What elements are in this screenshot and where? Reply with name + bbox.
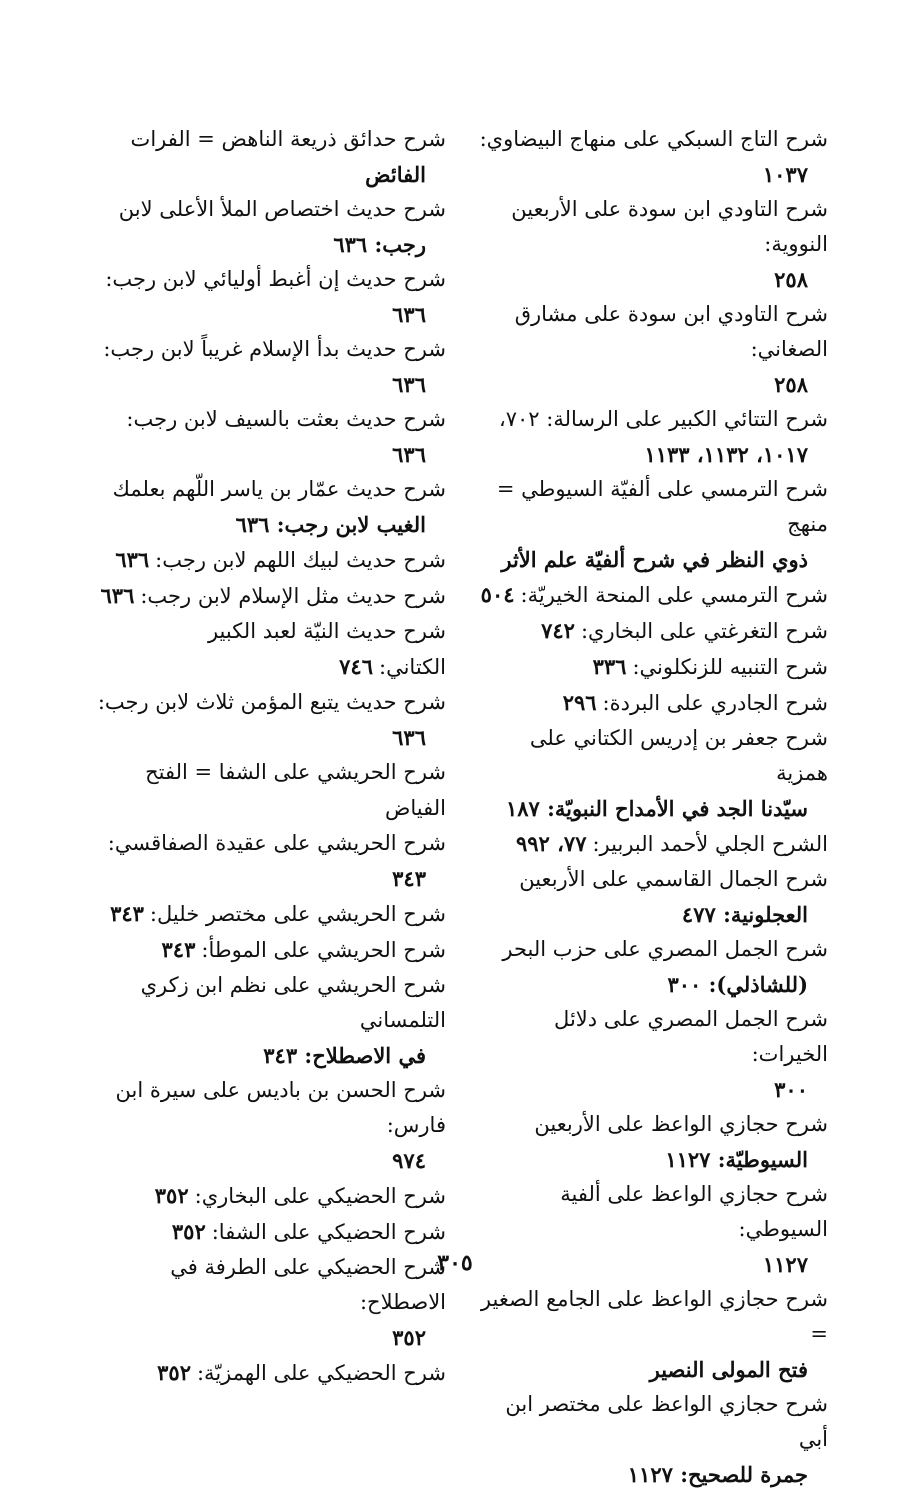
entry-title: شرح الحضيكي على الطرفة في الاصطلاح: — [170, 1255, 446, 1314]
entry-pages: الغيب لابن رجب: ٦٣٦ — [235, 512, 426, 537]
entry-pages: ٦٣٦ — [392, 302, 426, 327]
entry-pages: ٣٤٣ — [161, 937, 196, 962]
index-entry — [472, 826, 828, 862]
entry-pages: ٦٣٦ — [392, 725, 426, 750]
entry-title: شرح حديث يتبع المؤمن ثلاث لابن رجب: — [97, 690, 446, 714]
entry-title: الشرح الجلي لأحمد البربير: — [592, 832, 828, 856]
entry-title: شرح حجازي الواعظ على الجامع الصغير = — [480, 1287, 828, 1346]
index-entry — [472, 932, 828, 1002]
index-entry — [96, 1178, 446, 1214]
entry-pages: ١١٢٧ — [762, 1252, 808, 1277]
index-entry — [472, 1177, 828, 1282]
entry-pages: (للشاذلي): ٣٠٠ — [667, 972, 808, 997]
entry-pages: ٣٥٢ — [171, 1219, 206, 1244]
entry-title: شرح التغرغتي على البخاري: — [580, 619, 828, 643]
entry-title: شرح حديث عمّار بن ياسر اللّهم بعلمك — [112, 477, 446, 501]
entry-title: شرح جعفر بن إدريس الكتاني على همزية — [529, 726, 828, 785]
entry-title: شرح حديث مثل الإسلام لابن رجب: — [140, 584, 446, 608]
entry-title: شرح الحريشي على الموطأ: — [201, 938, 446, 962]
entry-title: شرح الجمال القاسمي على الأربعين — [519, 867, 828, 891]
index-entry — [96, 578, 446, 614]
entry-title: شرح حديث لبيك اللهم لابن رجب: — [155, 548, 446, 572]
entry-pages: ٦٣٦ — [115, 547, 150, 572]
entry-title: شرح الحريشي على الشفا = الفتح الفياض — [145, 760, 446, 820]
entry-pages: العجلونية: ٤٧٧ — [681, 902, 808, 927]
index-entry — [96, 542, 446, 578]
index-entry — [96, 192, 446, 262]
index-entry — [472, 192, 828, 297]
entry-title: شرح التاودي ابن سودة على مشارق الصغاني: — [514, 302, 828, 361]
index-entry — [472, 1107, 828, 1177]
index-entry — [96, 932, 446, 968]
entry-pages: الفائض — [365, 162, 426, 187]
index-entry — [96, 968, 446, 1073]
entry-pages: جمرة للصحيح: ١١٢٧ — [627, 1462, 808, 1487]
entry-title: شرح الحضيكي على البخاري: — [194, 1184, 446, 1208]
entry-pages: ٣٣٦ — [592, 654, 627, 679]
entry-pages: ٣٥٢ — [157, 1360, 191, 1385]
entry-title: شرح الجمل المصري على دلائل الخيرات: — [554, 1007, 828, 1066]
index-entry — [96, 262, 446, 332]
entry-title: شرح الحضيكي على الشفا: — [211, 1220, 446, 1244]
entry-title: شرح حديث إن أغبط أوليائي لابن رجب: — [105, 267, 446, 291]
entry-pages: ٢٩٦ — [562, 690, 597, 715]
entry-pages: ٣٥٢ — [392, 1325, 426, 1350]
index-entry — [96, 122, 446, 192]
index-entry — [472, 1282, 828, 1387]
entry-title: شرح حجازي الواعظ على ألفية السيوطي: — [560, 1182, 828, 1241]
entry-pages: سيّدنا الجد في الأمداح النبويّة: ١٨٧ — [505, 796, 808, 821]
entry-title: شرح الترمسي على ألفيّة السيوطي = منهج — [496, 477, 828, 536]
entry-pages: ٦٣٦ — [392, 442, 426, 467]
entry-title: شرح حجازي الواعظ على مختصر ابن أبي — [505, 1392, 828, 1451]
entry-title: شرح التاج السبكي على منهاج البيضاوي: — [479, 127, 828, 151]
entry-pages: ٣٥٢ — [154, 1183, 189, 1208]
entry-pages: ٦٣٦ — [100, 583, 135, 608]
entry-title: شرح حديث النيّة لعبد الكبير الكتاني: — [207, 619, 446, 679]
index-entry — [96, 614, 446, 685]
entry-pages: ٧٤٢ — [541, 618, 575, 643]
page-number: ٣٠٥ — [437, 1250, 473, 1276]
index-entry — [472, 862, 828, 932]
entry-pages: ١٠٣٧ — [762, 162, 808, 187]
entry-title: شرح الحريشي على مختصر خليل: — [149, 902, 446, 926]
index-entry — [472, 297, 828, 402]
index-entry — [472, 577, 828, 613]
entry-pages: ٦٣٦ — [392, 372, 426, 397]
entry-pages: ٢٥٨ — [774, 372, 808, 397]
entry-title: شرح حديث بدأ الإسلام غريباً لابن رجب: — [103, 337, 446, 361]
index-entry — [472, 721, 828, 826]
entry-title: شرح الجادري على البردة: — [602, 691, 828, 715]
entry-title: شرح الحريشي على نظم ابن زكري التلمساني — [140, 973, 446, 1032]
entry-title: شرح الحريشي على عقيدة الصفاقسي: — [107, 831, 446, 855]
entry-pages: ٣٤٣ — [392, 866, 426, 891]
entry-pages: في الاصطلاح: ٣٤٣ — [263, 1043, 426, 1068]
entry-pages: ٥٠٤ — [480, 582, 515, 607]
index-entry — [472, 472, 828, 577]
entry-title: شرح الحسن بن باديس على سيرة ابن فارس: — [115, 1078, 446, 1137]
index-entry — [96, 1214, 446, 1250]
index-entry — [472, 1387, 828, 1492]
entry-title: شرح حديث بعثت بالسيف لابن رجب: — [126, 407, 446, 431]
entry-title: شرح الحضيكي على الهمزيّة: — [196, 1361, 446, 1385]
index-entry — [96, 1250, 446, 1355]
index-entry — [472, 613, 828, 649]
index-entry — [96, 896, 446, 932]
index-entry — [96, 755, 446, 826]
entry-pages: ٩٧٤ — [392, 1148, 426, 1173]
entry-pages: ذوي النظر في شرح ألفيّة علم الأثر — [501, 547, 808, 572]
entry-title: شرح الترمسي على المنحة الخيريّة: — [520, 583, 828, 607]
index-entry — [472, 1002, 828, 1107]
entry-pages: رجب: ٦٣٦ — [333, 232, 426, 257]
index-entry — [96, 1355, 446, 1391]
index-entry — [472, 649, 828, 685]
entry-pages: فتح المولى النصير — [649, 1357, 808, 1382]
index-entry — [472, 685, 828, 721]
entry-title: شرح التتائي الكبير على الرسالة: ٧٠٢، — [498, 407, 828, 431]
entry-pages: السيوطيّة: ١١٢٧ — [665, 1147, 808, 1172]
entry-pages: ١٠١٧، ١١٣٢، ١١٣٣ — [644, 442, 808, 467]
entry-title: شرح حديث اختصاص الملأ الأعلى لابن — [118, 197, 446, 221]
index-entry — [96, 332, 446, 402]
entry-title: شرح التنبيه للزنكلوني: — [632, 655, 828, 679]
entry-title: شرح الجمل المصري على حزب البحر — [502, 937, 828, 961]
entry-title: شرح حجازي الواعظ على الأربعين — [534, 1112, 828, 1136]
index-entry — [96, 1073, 446, 1178]
entry-pages: ٧٧، ٩٩٢ — [515, 831, 587, 856]
entry-pages: ٢٥٨ — [774, 267, 808, 292]
entry-title: شرح حدائق ذريعة الناهض = الفرات — [130, 127, 446, 151]
entry-pages: ٣٠٠ — [774, 1077, 808, 1102]
index-entry — [472, 122, 828, 192]
entry-title: شرح التاودي ابن سودة على الأربعين النووية: — [511, 197, 828, 256]
left-column — [96, 122, 446, 1391]
index-entry — [96, 472, 446, 542]
entry-pages: ٧٤٦ — [339, 654, 373, 679]
index-entry — [96, 402, 446, 472]
right-column — [472, 122, 828, 1492]
index-entry — [96, 826, 446, 896]
entry-pages: ٣٤٣ — [110, 901, 144, 926]
index-entry — [472, 402, 828, 472]
index-entry — [96, 685, 446, 755]
